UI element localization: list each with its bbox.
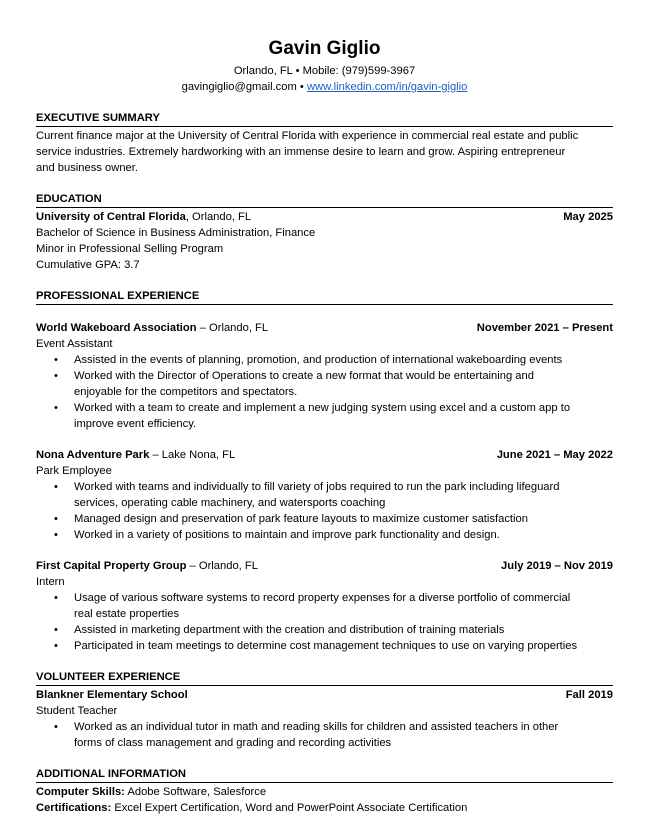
job-date: June 2021 – May 2022 [496,449,613,461]
job-location: – Orlando, FL [186,560,258,572]
job-role: Event Assistant [36,338,113,350]
school-info [36,209,251,225]
contact-line-email-linkedin [36,80,613,96]
volunteer-org: Blankner Elementary School [36,689,188,701]
education-gpa: Cumulative GPA: 3.7 [36,259,140,271]
section-title-additional: ADDITIONAL INFORMATION [36,767,613,783]
resume-page [36,38,613,816]
job-org: Nona Adventure Park [36,449,150,461]
job-bullets [36,352,613,432]
list-item [74,590,613,622]
job-org: First Capital Property Group [36,560,187,572]
volunteer-bullets [36,719,613,751]
job-entry-nona-adventure-park [36,447,613,543]
bullet-line: real estate properties [74,608,180,620]
education-minor: Minor in Professional Selling Program [36,243,224,255]
job-date: November 2021 – Present [476,322,613,334]
job-role: Intern [36,576,65,588]
section-title-volunteer: VOLUNTEER EXPERIENCE [36,670,613,686]
skills-label: Computer Skills: [36,786,125,798]
section-title-summary: EXECUTIVE SUMMARY [36,111,613,127]
volunteer-title-row [36,687,613,703]
bullet-line: Worked in a variety of positions to maintain and improve park functionality and design. [74,529,500,541]
certifications-value: Excel Expert Certification, Word and PowerPoint Associate Certification [111,802,468,814]
job-bullets [36,590,613,654]
list-item [74,368,613,400]
list-item [74,527,613,543]
skills-value: Adobe Software, Salesforce [124,786,267,798]
section-education [36,192,613,273]
linkedin-link[interactable]: www.linkedin.com/in/gavin-giglio [306,80,468,93]
list-item [74,511,613,527]
job-org-info [36,558,258,574]
bullet-line: Worked with the Director of Operations to create a new format that would be entertaining and [74,370,534,382]
list-item [74,479,613,511]
job-org-info [36,320,268,336]
school-name: University of Central Florida [36,211,186,223]
volunteer-role: Student Teacher [36,705,118,717]
certifications-line [36,800,613,816]
job-location: – Orlando, FL [196,322,269,334]
list-item [74,622,613,638]
bullet-line: forms of class management and grading and recording activities [74,737,392,749]
list-item [74,638,613,654]
job-org: World Wakeboard Association [36,322,197,334]
bullet-line: Assisted in marketing department with the creation and distribution of training materials [74,624,505,636]
job-title-row [36,320,613,336]
job-org-info [36,447,235,463]
job-title-row [36,447,613,463]
job-location: – Lake Nona, FL [149,449,236,461]
email-text: gavingiglio@gmail.com [181,80,297,93]
computer-skills-line [36,784,613,800]
graduation-date: May 2025 [563,211,613,223]
education-degree: Bachelor of Science in Business Administration, Finance [36,227,316,239]
job-entry-first-capital [36,558,613,654]
bullet-line: Participated in team meetings to determine cost management techniques to use on varying properties [74,640,578,652]
job-date: July 2019 – Nov 2019 [501,560,613,572]
section-title-experience: PROFESSIONAL EXPERIENCE [36,289,613,305]
contact-line-location-phone: Orlando, FL • Mobile: (979)599-3967 [233,65,416,77]
section-professional-experience [36,289,613,654]
section-additional-information [36,767,613,816]
certifications-label: Certifications: [36,802,112,814]
list-item [74,719,613,751]
section-volunteer-experience [36,670,613,751]
summary-line: service industries. Extremely hardworking with an immense desire to learn and grow. Aspiring entrepreneur [36,146,566,158]
bullet-line: enjoyable for the competitors and spectators. [74,386,298,398]
separator-bullet: • [296,80,307,93]
resume-header [36,38,613,95]
bullet-line: Worked as an individual tutor in math and reading skills for children and assisted teachers in other [74,721,559,733]
job-entry-world-wakeboard [36,320,613,432]
job-title-row [36,558,613,574]
job-bullets [36,479,613,543]
bullet-line: Assisted in the events of planning, promotion, and production of international wakeboarding events [74,354,563,366]
school-location: , Orlando, FL [185,211,252,223]
bullet-line: Usage of various software systems to record property expenses for a diverse portfolio of commercial [74,592,571,604]
section-title-education: EDUCATION [36,192,613,208]
bullet-line: Worked with a team to create and implement a new judging system using excel and a custom app to [74,402,571,414]
summary-line: and business owner. [36,162,138,174]
bullet-line: improve event efficiency. [74,418,197,430]
list-item [74,400,613,432]
bullet-line: Worked with teams and individually to fill variety of jobs required to run the park including lifeguard [74,481,560,493]
summary-line: Current finance major at the University of Central Florida with experience in commercial real estate and public [36,130,579,142]
list-item [74,352,613,368]
job-role: Park Employee [36,465,112,477]
education-school-row [36,209,613,225]
section-executive-summary [36,111,613,176]
bullet-line: Managed design and preservation of park feature layouts to maximize customer satisfaction [74,513,528,525]
candidate-name: Gavin Giglio [268,38,381,59]
bullet-line: services, operating cable machinery, and watersports coaching [74,497,386,509]
volunteer-date: Fall 2019 [565,689,613,701]
